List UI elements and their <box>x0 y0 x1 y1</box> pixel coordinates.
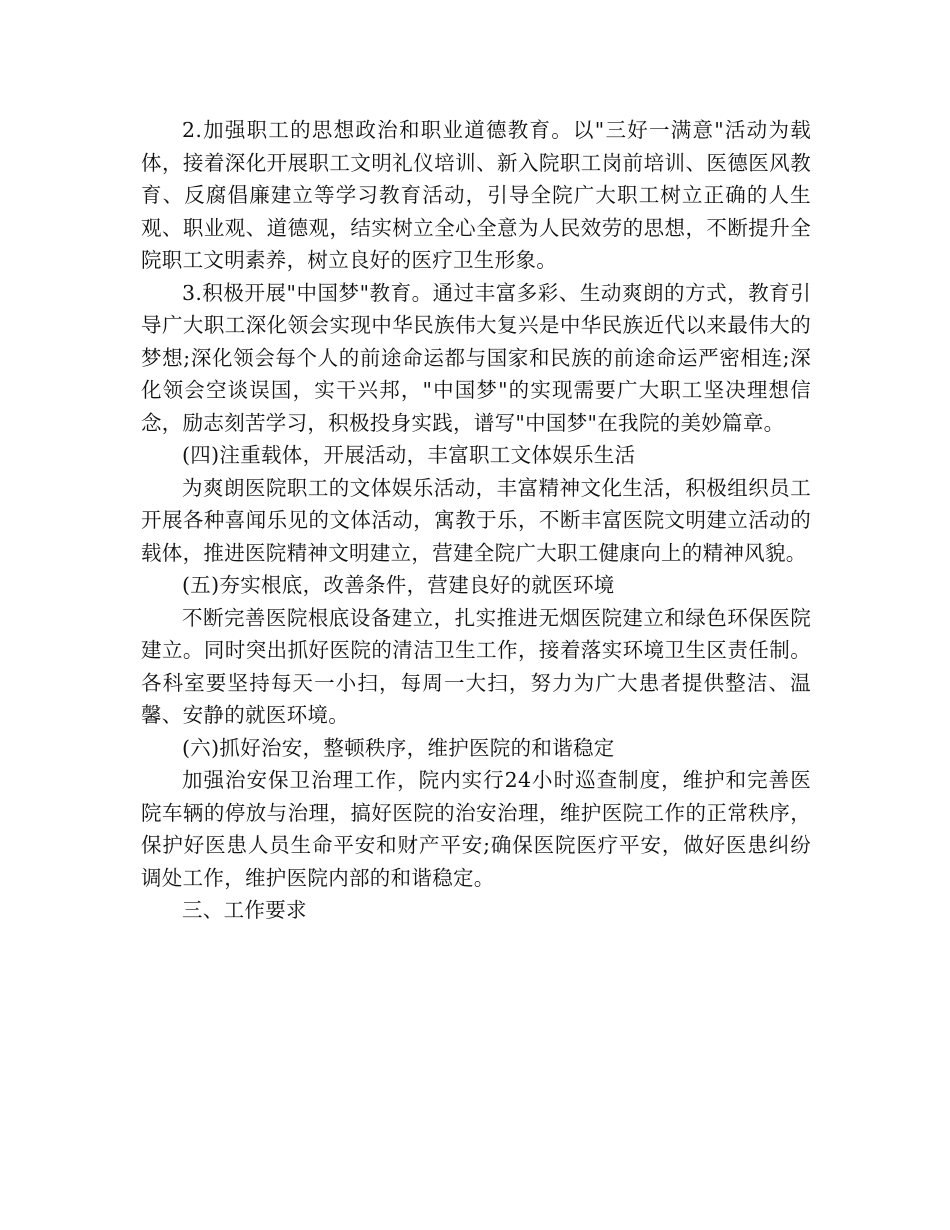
section-heading-5: (五)夯实根底，改善条件，营建良好的就医环境 <box>182 573 615 597</box>
section-heading-work-requirements: 三、工作要求 <box>182 898 307 922</box>
document-body <box>141 114 811 927</box>
paragraph-security: 加强治安保卫治理工作，院内实行24小时巡查制度，维护和完善医院车辆的停放与治理，搞好医院的治安治理，维护医院工作的正常秩序，保护好医患人员生命平安和财产平安;确保医院医疗平安，做好医患纠纷调处工作，维护医院内部的和谐稳定。 <box>141 768 811 890</box>
paragraph-environment: 不断完善医院根底设备建立，扎实推进无烟医院建立和绿色环保医院建立。同时突出抓好医院的清洁卫生工作，接着落实环境卫生区责任制。各科室要坚持每天一小扫，每周一大扫，努力为广大患者提供整洁、温馨、安静的就医环境。 <box>141 605 811 727</box>
paragraph-cultural-activities: 为爽朗医院职工的文体娱乐活动，丰富精神文化生活，积极组织员工开展各种喜闻乐见的文体活动，寓教于乐，不断丰富医院文明建立活动的载体，推进医院精神文明建立，营建全院广大职工健康向上的精神风貌。 <box>141 475 811 565</box>
paragraph-ideology-education: 2.加强职工的思想政治和职业道德教育。以"三好一满意"活动为载体，接着深化开展职工文明礼仪培训、新入院职工岗前培训、医德医风教育、反腐倡廉建立等学习教育活动，引导全院广大职工树立正确的人生观、职业观、道德观，结实树立全心全意为人民效劳的思想，不断提升全院职工文明素养，树立良好的医疗卫生形象。 <box>141 118 811 272</box>
paragraph-china-dream-education: 3.积极开展"中国梦"教育。通过丰富多彩、生动爽朗的方式，教育引导广大职工深化领会实现中华民族伟大复兴是中华民族近代以来最伟大的梦想;深化领会每个人的前途命运都与国家和民族的前途命运严密相连;深化领会空谈误国，实干兴邦，"中国梦"的实现需要广大职工坚决理想信念，励志刻苦学习，积极投身实践，谱写"中国梦"在我院的美妙篇章。 <box>141 280 811 435</box>
section-heading-6: (六)抓好治安，整顿秩序，维护医院的和谐稳定 <box>182 735 615 760</box>
section-heading-4: (四)注重载体，开展活动，丰富职工文体娱乐生活 <box>182 443 636 467</box>
